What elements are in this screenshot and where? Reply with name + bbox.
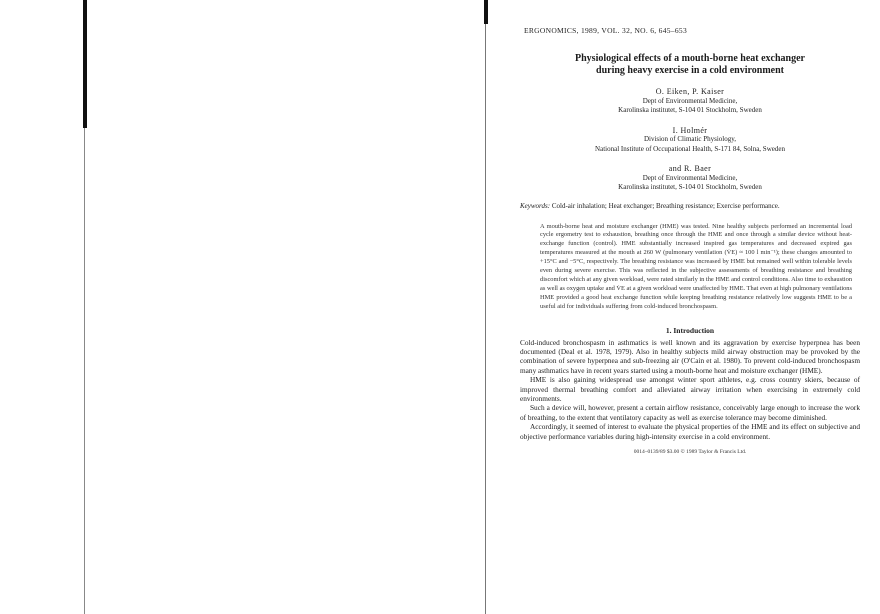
abstract: A mouth-borne heat and moisture exchanger (HME) was tested. Nine healthy subjects performed an incremental load cycle ergometry test to exhaustion, breathing once through the HME and once through a similar device without heat-exchange function (control). HME substantially increased inspired gas temperatures and decreased expired gas temperatures measured at the mouth at 260 W (pulmonary ventilation (V̇E) ≈ 100 l min⁻¹); these changes amounted to +15°C and −5°C, respectively. The breathing resistance was increased by HME but remained well within tolerable levels even during severe exercise. This was reflected in the subjective assessments of breathing resistance and breathing discomfort which at any given workload, were rated similarly in the HME and control conditions. Also time to exhaustion as well as oxygen uptake and V̇E at a given workload were unaffected by HME. That even at high pulmonary ventilations HME provided a good heat exchange function while keeping breathing resistance relatively low suggests HME to be a useful aid for individuals suffering from cold-induced bronchospasm. [540,222,853,310]
title-line-2: during heavy exercise in a cold environment [596,65,784,76]
affiliation-line: Division of Climatic Physiology, [643,135,737,143]
keywords [520,202,860,211]
author-block-2 [520,126,860,155]
page-gutter-line [485,24,486,614]
paragraph: Accordingly, it seemed of interest to evaluate the physical properties of the HME and its effect on subjective and objective performance variables during high-intensity exercise in a cold environment. [520,422,860,441]
section-heading-introduction: 1. Introduction [665,325,715,335]
title-line-1: Physiological effects of a mouth-borne heat exchanger [575,53,805,64]
affiliation-line: Dept of Environmental Medicine, [642,173,738,182]
author-names: I. Holmér [672,125,708,135]
affiliation-line: National Institute of Occupational Health, S-171 84, Solna, Sweden [595,144,785,153]
left-page-edge [84,128,85,614]
affiliation-line: Karolinska institutet, S-104 01 Stockholm, Sweden [618,183,762,191]
right-margin-bar [484,0,488,24]
author-block-3 [520,164,860,193]
keywords-label: Keywords: [520,201,551,210]
article-page [520,26,860,455]
paragraph: Cold-induced bronchospasm in asthmatics is well known and its aggravation by exercise hyperpnea has been documented (Deal et al. 1978, 1979). Also in healthy subjects mild airway obstruction may be provoked by the combination of severe hyperpnea and sub-freezing air (O'Cain et al. 1980). To prevent cold-induced bronchospasm many asthmatics have in recent years started using a mouth-borne heat and moisture exchanger (HME). [520,337,860,375]
affiliation-line: Dept of Environmental Medicine, [642,96,738,105]
paragraph: HME is also gaining widespread use amongst winter sport athletes, e.g. cross country skiers, because of improved thermal breathing comfort and alleviated airway irritation when exercising in extremely cold environments. [520,375,860,403]
introduction-body [520,338,860,441]
author-names: O. Eiken, P. Kaiser [655,87,725,96]
paragraph: Such a device will, however, present a certain airflow resistance, conceivably large enough to increase the work of breathing, to the extent that ventilatory capacity as well as exercise tolerance may become diminished. [520,403,860,422]
affiliation-line: Karolinska institutet, S-104 01 Stockholm, Sweden [618,106,762,114]
article-title [520,53,860,77]
author-block-1 [520,87,860,116]
author-names: and R. Baer [668,164,712,173]
left-margin-bar [83,0,87,128]
running-head: ERGONOMICS, 1989, VOL. 32, NO. 6, 645–653 [524,26,687,35]
copyright-footer: 0014–0139/89 $3.00 © 1989 Taylor & Francis Ltd. [633,449,747,456]
keywords-text: Cold-air inhalation; Heat exchanger; Breathing resistance; Exercise performance. [551,201,780,210]
